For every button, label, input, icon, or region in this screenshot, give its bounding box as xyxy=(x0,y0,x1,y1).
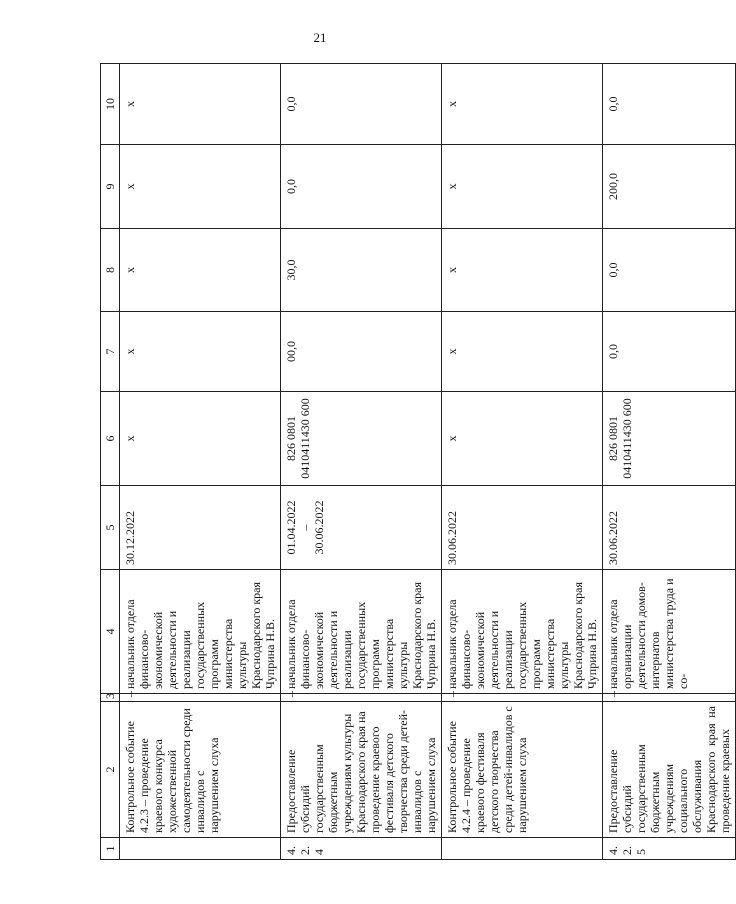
table-row xyxy=(281,64,442,860)
event-description: Контрольное событие 4.2.3 – проведение краевого конкурса художественной самодеятельности среди инвалидов с нарушением слуха xyxy=(120,702,281,838)
value-col10: х xyxy=(442,64,603,145)
budget-code: х xyxy=(442,392,603,486)
value-col8: х xyxy=(120,229,281,312)
column-header: 3 xyxy=(101,694,120,702)
column-header: 4 xyxy=(101,570,120,694)
table-row xyxy=(120,64,281,860)
column-header: 6 xyxy=(101,392,120,486)
value-col10: х xyxy=(120,64,281,145)
row-number xyxy=(442,838,603,860)
value-col9: х xyxy=(120,145,281,229)
value-col9: 0,0 xyxy=(281,145,442,229)
event-description: Контрольное событие 4.2.4 – проведение краевого фестиваля детского творчества среди детей-инвалидов с нарушением слуха xyxy=(442,702,603,838)
event-description: Предоставление субсидий государственным бюджетным учреждениям социального обслуживания Краснодарского края на проведение краевых xyxy=(603,702,736,838)
value-col10: 0,0 xyxy=(281,64,442,145)
document-table-frame xyxy=(100,64,732,860)
deadline: 30.06.2022 xyxy=(603,486,736,570)
value-col8: 0,0 xyxy=(603,229,736,312)
row-number xyxy=(120,838,281,860)
column-header: 9 xyxy=(101,145,120,229)
event-description: Предоставление субсидий государственным бюджетным учреждениям культуры Краснодарского края на проведение краевого фестиваля детского творчества среди детей-инвалидов с нарушением слуха xyxy=(281,702,442,838)
column-header: 8 xyxy=(101,229,120,312)
rotated-table-container xyxy=(100,64,732,860)
value-col7: х xyxy=(442,312,603,392)
column-header: 5 xyxy=(101,486,120,570)
page-number: 21 xyxy=(313,30,327,45)
table-row xyxy=(442,64,603,860)
budget-code: 826 0801 0410411430 600 xyxy=(603,392,736,486)
value-col9: х xyxy=(442,145,603,229)
value-col9: 200,0 xyxy=(603,145,736,229)
value-col7: 0,0 xyxy=(603,312,736,392)
column-header: 10 xyxy=(101,64,120,145)
row-number: 4.2.5 xyxy=(603,838,736,860)
deadline: 30.06.2022 xyxy=(442,486,603,570)
events-table xyxy=(100,63,736,860)
value-col8: х xyxy=(442,229,603,312)
responsible-person: начальник отдела финансово-экономической деятельности и реализации государственных программ министерства культуры Краснодарского края Чуприна Н.В. xyxy=(120,570,281,694)
column-header: 7 xyxy=(101,312,120,392)
budget-code: 826 0801 0410411430 600 xyxy=(281,392,442,486)
value-col8: 30,0 xyxy=(281,229,442,312)
cell-col3: – xyxy=(120,694,281,702)
cell-col3: – xyxy=(281,694,442,702)
responsible-person: начальник отдела финансово-экономической деятельности и реализации государственных программ министерства культуры Краснодарского края Чуприна Н.В. xyxy=(281,570,442,694)
deadline: 30.12.2022 xyxy=(120,486,281,570)
budget-code: х xyxy=(120,392,281,486)
cell-col3: – xyxy=(442,694,603,702)
column-header: 2 xyxy=(101,702,120,838)
value-col10: 0,0 xyxy=(603,64,736,145)
table-row xyxy=(603,64,736,860)
responsible-person: начальник отдела финансово-экономической деятельности и реализации государственных программ министерства культуры Краснодарского края Чуприна Н.В. xyxy=(442,570,603,694)
column-header: 1 xyxy=(101,838,120,860)
deadline: 01.04.2022 – 30.06.2022 xyxy=(281,486,442,570)
responsible-person: начальник отдела организации деятельности домов-интернатов министерства труда и со- xyxy=(603,570,736,694)
row-number: 4.2.4 xyxy=(281,838,442,860)
header-row xyxy=(101,64,120,860)
value-col7: х xyxy=(120,312,281,392)
cell-col3: – xyxy=(603,694,736,702)
value-col7: 00,0 xyxy=(281,312,442,392)
